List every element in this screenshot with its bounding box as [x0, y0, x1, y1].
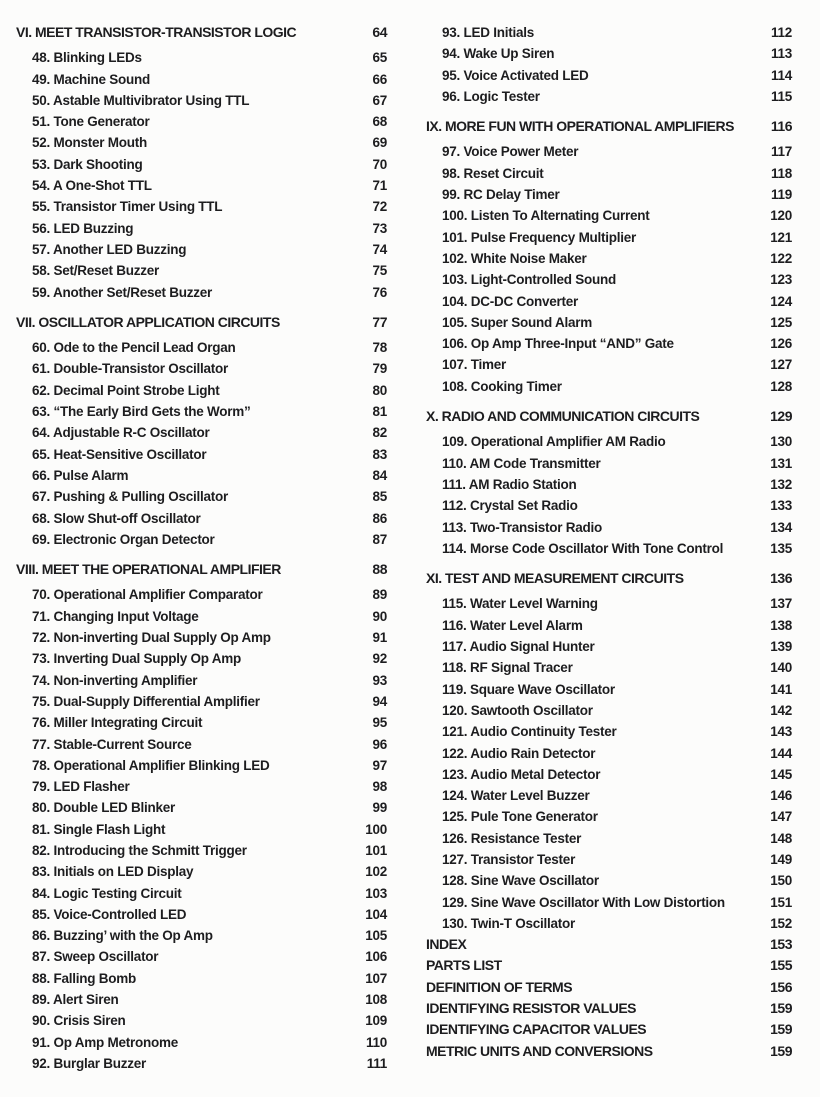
toc-entry	[426, 431, 792, 452]
page-number: 80	[372, 382, 387, 398]
toc-entry-label: 77. Stable-Current Source	[32, 736, 192, 752]
toc-back-matter-item	[426, 1019, 792, 1040]
page-number: 99	[372, 800, 387, 816]
toc-entry-label: 87. Sweep Oscillator	[32, 949, 159, 965]
page-number: 68	[372, 114, 387, 130]
toc-entry-label: 95. Voice Activated LED	[442, 67, 589, 83]
page-number: 96	[372, 736, 387, 752]
toc-section-header	[16, 312, 387, 333]
toc-entry-label: 89. Alert Siren	[32, 992, 119, 1008]
page-number: 149	[770, 851, 792, 867]
toc-entry	[16, 486, 387, 507]
toc-entry-label: 105. Super Sound Alarm	[442, 314, 593, 330]
toc-entry	[16, 401, 387, 422]
toc-entry	[16, 1053, 387, 1074]
toc-entry	[16, 444, 387, 465]
toc-entry-label: 53. Dark Shooting	[32, 156, 143, 172]
toc-section	[16, 559, 387, 1074]
toc-section	[426, 22, 792, 107]
page-number: 159	[770, 1021, 792, 1038]
toc-entry-label: 104. DC-DC Converter	[442, 293, 579, 309]
page-number: 84	[372, 467, 387, 483]
page-number: 64	[372, 24, 387, 40]
toc-back-matter-item	[426, 934, 792, 955]
toc-section	[426, 116, 792, 397]
page-number: 159	[770, 1042, 792, 1059]
toc-entry	[16, 239, 387, 260]
page-number: 156	[770, 978, 792, 995]
toc-entry-label: 121. Audio Continuity Tester	[442, 724, 617, 740]
toc-entry	[16, 337, 387, 358]
page-number: 87	[372, 531, 387, 547]
toc-entry	[426, 913, 792, 934]
page-number: 106	[365, 949, 387, 965]
page-number: 104	[365, 906, 387, 922]
page-number: 136	[770, 570, 792, 587]
toc-entry	[16, 925, 387, 946]
toc-entry-label: 50. Astable Multivibrator Using TTL	[32, 92, 250, 108]
toc-entry	[16, 69, 387, 90]
page-number: 113	[770, 46, 792, 62]
page-number: 152	[770, 915, 792, 931]
toc-entry-label: 81. Single Flash Light	[32, 821, 166, 837]
toc-entry	[16, 670, 387, 691]
toc-entry	[426, 721, 792, 742]
toc-entry	[426, 785, 792, 806]
page-number: 115	[770, 88, 792, 104]
page-number: 121	[770, 229, 792, 245]
toc-entry-label: 115. Water Level Warning	[442, 596, 598, 612]
toc-entry-label: 108. Cooking Timer	[442, 378, 562, 394]
toc-entry-label: 130. Twin-T Oscillator	[442, 915, 576, 931]
page-number: 89	[372, 587, 387, 603]
toc-entry	[426, 354, 792, 375]
toc-entry	[426, 227, 792, 248]
page-number: 147	[770, 809, 792, 825]
toc-entry	[426, 312, 792, 333]
page-number: 120	[770, 208, 792, 224]
page-number: 133	[770, 498, 792, 514]
toc-entry	[16, 584, 387, 605]
toc-entry	[16, 132, 387, 153]
toc-entry-label: 126. Resistance Tester	[442, 830, 582, 846]
page-number: 110	[365, 1034, 387, 1050]
toc-entry-label: 84. Logic Testing Circuit	[32, 885, 182, 901]
toc-entry	[16, 465, 387, 486]
toc-entry	[426, 828, 792, 849]
page-number: 105	[365, 928, 387, 944]
page-number: 88	[372, 561, 387, 578]
toc-entry	[426, 657, 792, 678]
toc-entry-label: 56. LED Buzzing	[32, 220, 134, 236]
page-number: 76	[372, 284, 387, 300]
page-number: 81	[372, 404, 387, 420]
toc-entry	[16, 422, 387, 443]
toc-entry	[426, 65, 792, 86]
toc-entry-label: 100. Listen To Alternating Current	[442, 208, 650, 224]
page-number: 159	[770, 1000, 792, 1017]
page-number: 135	[770, 540, 792, 556]
toc-entry	[16, 1032, 387, 1053]
toc-entry-label: 51. Tone Generator	[32, 114, 150, 130]
toc-entry	[16, 712, 387, 733]
toc-section	[426, 406, 792, 559]
toc-entry	[426, 333, 792, 354]
page-number: 70	[372, 156, 387, 172]
page-number: 100	[365, 821, 387, 837]
toc-entry	[426, 163, 792, 184]
page-number: 95	[372, 715, 387, 731]
toc-entry-label: 102. White Noise Maker	[442, 250, 587, 266]
toc-entry-label: 60. Ode to the Pencil Lead Organ	[32, 340, 236, 356]
toc-entry	[426, 43, 792, 64]
toc-entry-label: 57. Another LED Buzzing	[32, 241, 187, 257]
toc-entry-label: 106. Op Amp Three-Input “AND” Gate	[442, 336, 674, 352]
toc-entry	[16, 111, 387, 132]
page-number: 125	[770, 314, 792, 330]
toc-entry	[426, 849, 792, 870]
toc-entry-label: 92. Burglar Buzzer	[32, 1055, 147, 1071]
toc-section-header-label: VIII. MEET THE OPERATIONAL AMPLIFIER	[16, 561, 281, 578]
toc-entry-label: 117. Audio Signal Hunter	[442, 639, 595, 655]
toc-entry	[16, 904, 387, 925]
toc-entry	[426, 86, 792, 107]
toc-entry	[16, 734, 387, 755]
toc-section-header-label: VII. OSCILLATOR APPLICATION CIRCUITS	[16, 313, 280, 330]
page-number: 139	[770, 639, 792, 655]
toc-section-header	[16, 559, 387, 580]
toc-entry-label: 61. Double-Transistor Oscillator	[32, 361, 229, 377]
page-number: 97	[372, 757, 387, 773]
toc-entry-label: 67. Pushing & Pulling Oscillator	[32, 489, 229, 505]
toc-entry	[16, 196, 387, 217]
toc-entry-label: 85. Voice-Controlled LED	[32, 906, 187, 922]
page-number: 122	[770, 250, 792, 266]
toc-entry	[426, 453, 792, 474]
toc-entry	[426, 892, 792, 913]
page-number: 109	[365, 1013, 387, 1029]
toc-entry	[16, 47, 387, 68]
toc-section-header-label: XI. TEST AND MEASUREMENT CIRCUITS	[426, 570, 684, 587]
toc-entry	[16, 691, 387, 712]
page-number: 116	[770, 118, 792, 135]
toc-entry-label: 65. Heat-Sensitive Oscillator	[32, 446, 207, 462]
page-number: 148	[770, 830, 792, 846]
page-number: 141	[770, 681, 792, 697]
page-number: 92	[372, 651, 387, 667]
toc-back-matter-item	[426, 1041, 792, 1062]
toc-section-header	[426, 116, 792, 137]
toc-entry	[426, 538, 792, 559]
toc-entry	[426, 495, 792, 516]
toc-section	[16, 312, 387, 550]
page-number: 145	[770, 766, 792, 782]
toc-back-matter-item-label: DEFINITION OF TERMS	[426, 978, 573, 995]
page-number: 94	[372, 693, 387, 709]
toc-entry-label: 125. Pule Tone Generator	[442, 809, 598, 825]
toc-entry	[426, 269, 792, 290]
toc-entry-label: 49. Machine Sound	[32, 71, 151, 87]
toc-entry-label: 59. Another Set/Reset Buzzer	[32, 284, 213, 300]
toc-entry-label: 62. Decimal Point Strobe Light	[32, 382, 220, 398]
page-number: 124	[770, 293, 792, 309]
toc-entry	[16, 883, 387, 904]
toc-entry-label: 71. Changing Input Voltage	[32, 608, 199, 624]
page-number: 107	[365, 970, 387, 986]
page-number: 129	[770, 408, 792, 425]
toc-entry-label: 120. Sawtooth Oscillator	[442, 702, 593, 718]
toc-entry	[16, 968, 387, 989]
toc-entry-label: 96. Logic Tester	[442, 88, 540, 104]
toc-back-matter-item	[426, 955, 792, 976]
toc-entry-label: 118. RF Signal Tracer	[442, 660, 573, 676]
toc-back-matter-item-label: PARTS LIST	[426, 957, 502, 974]
page-number: 71	[372, 178, 387, 194]
toc-entry	[16, 282, 387, 303]
toc-entry	[16, 989, 387, 1010]
toc-entry	[426, 806, 792, 827]
toc-entry-label: 127. Transistor Tester	[442, 851, 576, 867]
page-number: 66	[372, 71, 387, 87]
toc-entry	[16, 508, 387, 529]
toc-entry	[426, 615, 792, 636]
toc-entry	[16, 797, 387, 818]
page-number: 155	[770, 957, 792, 974]
page-number: 74	[372, 241, 387, 257]
page-number: 73	[372, 220, 387, 236]
toc-entry	[426, 679, 792, 700]
page-number: 138	[770, 617, 792, 633]
toc-entry	[16, 755, 387, 776]
toc-entry-label: 98. Reset Circuit	[442, 165, 544, 181]
page-number: 132	[770, 476, 792, 492]
page-number: 127	[770, 357, 792, 373]
page-number: 82	[372, 425, 387, 441]
page-number: 90	[372, 608, 387, 624]
toc-entry	[16, 946, 387, 967]
toc-section-header-label: IX. MORE FUN WITH OPERATIONAL AMPLIFIERS	[426, 118, 734, 135]
toc-entry	[426, 870, 792, 891]
page-number: 86	[372, 510, 387, 526]
page-number: 72	[372, 199, 387, 215]
toc-entry-label: 94. Wake Up Siren	[442, 46, 555, 62]
toc-entry-label: 123. Audio Metal Detector	[442, 766, 601, 782]
toc-entry-label: 78. Operational Amplifier Blinking LED	[32, 757, 270, 773]
toc-entry-label: 99. RC Delay Timer	[442, 187, 560, 203]
page-number: 77	[372, 313, 387, 330]
toc-entry-label: 114. Morse Code Oscillator With Tone Control	[442, 540, 724, 556]
page-number: 119	[770, 187, 792, 203]
toc-entry-label: 82. Introducing the Schmitt Trigger	[32, 842, 247, 858]
toc-entry-label: 66. Pulse Alarm	[32, 467, 129, 483]
toc-entry-label: 90. Crisis Siren	[32, 1013, 126, 1029]
toc-entry-label: 83. Initials on LED Display	[32, 864, 194, 880]
toc-entry-label: 124. Water Level Buzzer	[442, 788, 590, 804]
toc-section-header	[426, 406, 792, 427]
toc-entry-label: 52. Monster Mouth	[32, 135, 148, 151]
toc-entry-label: 97. Voice Power Meter	[442, 144, 579, 160]
toc-entry	[426, 376, 792, 397]
toc-entry	[426, 593, 792, 614]
page-number: 143	[770, 724, 792, 740]
toc-back-matter-item-label: METRIC UNITS AND CONVERSIONS	[426, 1042, 653, 1059]
toc-entry-label: 128. Sine Wave Oscillator	[442, 873, 599, 889]
toc-back-matter-item-label: INDEX	[426, 936, 467, 953]
toc-entry	[16, 218, 387, 239]
toc-entry-label: 55. Transistor Timer Using TTL	[32, 199, 223, 215]
page-number: 144	[770, 745, 792, 761]
toc-section-header-label: X. RADIO AND COMMUNICATION CIRCUITS	[426, 408, 700, 425]
page-number: 93	[372, 672, 387, 688]
toc-entry	[426, 184, 792, 205]
toc-entry	[16, 154, 387, 175]
toc-section	[16, 22, 387, 303]
toc-entry-label: 103. Light-Controlled Sound	[442, 272, 616, 288]
toc-entry	[426, 474, 792, 495]
toc-entry	[16, 380, 387, 401]
page-number: 153	[770, 936, 792, 953]
toc-entry	[426, 22, 792, 43]
toc-entry-label: 91. Op Amp Metronome	[32, 1034, 179, 1050]
page-number: 142	[770, 702, 792, 718]
toc-back-matter-item	[426, 998, 792, 1019]
toc-entry-label: 54. A One-Shot TTL	[32, 178, 152, 194]
toc-column-left	[16, 22, 387, 1074]
toc-entry-label: 63. “The Early Bird Gets the Worm”	[32, 404, 251, 420]
toc-back-matter-item-label: IDENTIFYING RESISTOR VALUES	[426, 1000, 637, 1017]
toc-entry-label: 70. Operational Amplifier Comparator	[32, 587, 263, 603]
page-number: 91	[372, 630, 387, 646]
toc-entry-label: 68. Slow Shut-off Oscillator	[32, 510, 201, 526]
toc-back-matter-item	[426, 977, 792, 998]
toc-entry	[16, 819, 387, 840]
toc-entry-label: 109. Operational Amplifier AM Radio	[442, 434, 666, 450]
toc-entry-label: 74. Non-inverting Amplifier	[32, 672, 198, 688]
toc-entry	[16, 358, 387, 379]
toc-entry	[426, 764, 792, 785]
toc-entry-label: 107. Timer	[442, 357, 507, 373]
toc-entry	[426, 141, 792, 162]
toc-entry-label: 58. Set/Reset Buzzer	[32, 263, 160, 279]
toc-section-header	[426, 568, 792, 589]
page-number: 131	[770, 455, 792, 471]
toc-entry-label: 79. LED Flasher	[32, 779, 130, 795]
page-number: 128	[770, 378, 792, 394]
page-number: 140	[770, 660, 792, 676]
toc-section	[426, 568, 792, 934]
toc-entry	[426, 291, 792, 312]
page-number: 118	[770, 165, 792, 181]
toc-entry-label: 72. Non-inverting Dual Supply Op Amp	[32, 630, 271, 646]
toc-entry-label: 88. Falling Bomb	[32, 970, 137, 986]
toc-entry	[426, 700, 792, 721]
toc-entry	[16, 840, 387, 861]
toc-entry-label: 64. Adjustable R-C Oscillator	[32, 425, 210, 441]
page-number: 65	[372, 50, 387, 66]
toc-entry-label: 129. Sine Wave Oscillator With Low Distortion	[442, 894, 725, 910]
toc-entry-label: 116. Water Level Alarm	[442, 617, 583, 633]
page-number: 111	[366, 1055, 387, 1071]
page-number: 146	[770, 788, 792, 804]
toc-entry	[16, 627, 387, 648]
toc-entry-label: 112. Crystal Set Radio	[442, 498, 578, 514]
toc-entry	[426, 248, 792, 269]
page-number: 150	[770, 873, 792, 889]
page-number: 126	[770, 336, 792, 352]
toc-entry	[426, 205, 792, 226]
toc-entry	[16, 1010, 387, 1031]
toc-entry-label: 110. AM Code Transmitter	[442, 455, 601, 471]
page-number: 112	[770, 25, 792, 40]
page-number: 108	[365, 992, 387, 1008]
page-number: 134	[770, 519, 792, 535]
toc-entry-label: 76. Miller Integrating Circuit	[32, 715, 203, 731]
toc-entry-label: 73. Inverting Dual Supply Op Amp	[32, 651, 242, 667]
page-number: 78	[372, 340, 387, 356]
toc-entry	[426, 743, 792, 764]
page-number: 103	[365, 885, 387, 901]
page-number: 123	[770, 272, 792, 288]
toc-entry-label: 113. Two-Transistor Radio	[442, 519, 603, 535]
toc-entry-label: 75. Dual-Supply Differential Amplifier	[32, 693, 260, 709]
toc-entry-label: 69. Electronic Organ Detector	[32, 531, 215, 547]
toc-back-matter-item-label: IDENTIFYING CAPACITOR VALUES	[426, 1021, 647, 1038]
page-number: 102	[365, 864, 387, 880]
toc-entry-label: 48. Blinking LEDs	[32, 50, 142, 66]
toc-entry	[16, 260, 387, 281]
toc-section-header	[16, 22, 387, 43]
page-number: 69	[372, 135, 387, 151]
page-number: 85	[372, 489, 387, 505]
toc-entry-label: 122. Audio Rain Detector	[442, 745, 596, 761]
toc-entry	[16, 606, 387, 627]
toc-entry	[16, 529, 387, 550]
toc-entry-label: 80. Double LED Blinker	[32, 800, 176, 816]
toc-entry	[16, 90, 387, 111]
toc-section-header-label: VI. MEET TRANSISTOR-TRANSISTOR LOGIC	[16, 24, 297, 40]
toc-entry-label: 93. LED Initials	[442, 25, 535, 40]
toc-entry-label: 101. Pulse Frequency Multiplier	[442, 229, 637, 245]
toc-column-right	[426, 22, 792, 1062]
toc-entry-label: 111. AM Radio Station	[442, 476, 577, 492]
toc-entry	[426, 517, 792, 538]
page-number: 151	[770, 894, 792, 910]
toc-entry	[426, 636, 792, 657]
page-number: 114	[770, 67, 792, 83]
toc-entry	[16, 648, 387, 669]
page-number: 75	[372, 263, 387, 279]
page-number: 67	[372, 92, 387, 108]
page-number: 117	[770, 144, 792, 160]
page-number: 79	[372, 361, 387, 377]
toc-entry-label: 119. Square Wave Oscillator	[442, 681, 615, 697]
toc-entry	[16, 776, 387, 797]
page-number: 83	[372, 446, 387, 462]
toc-entry	[16, 861, 387, 882]
toc-entry-label: 86. Buzzing’ with the Op Amp	[32, 928, 213, 944]
page-number: 130	[770, 434, 792, 450]
page-number: 137	[770, 596, 792, 612]
page-number: 98	[372, 779, 387, 795]
toc-entry	[16, 175, 387, 196]
page-number: 101	[365, 842, 387, 858]
